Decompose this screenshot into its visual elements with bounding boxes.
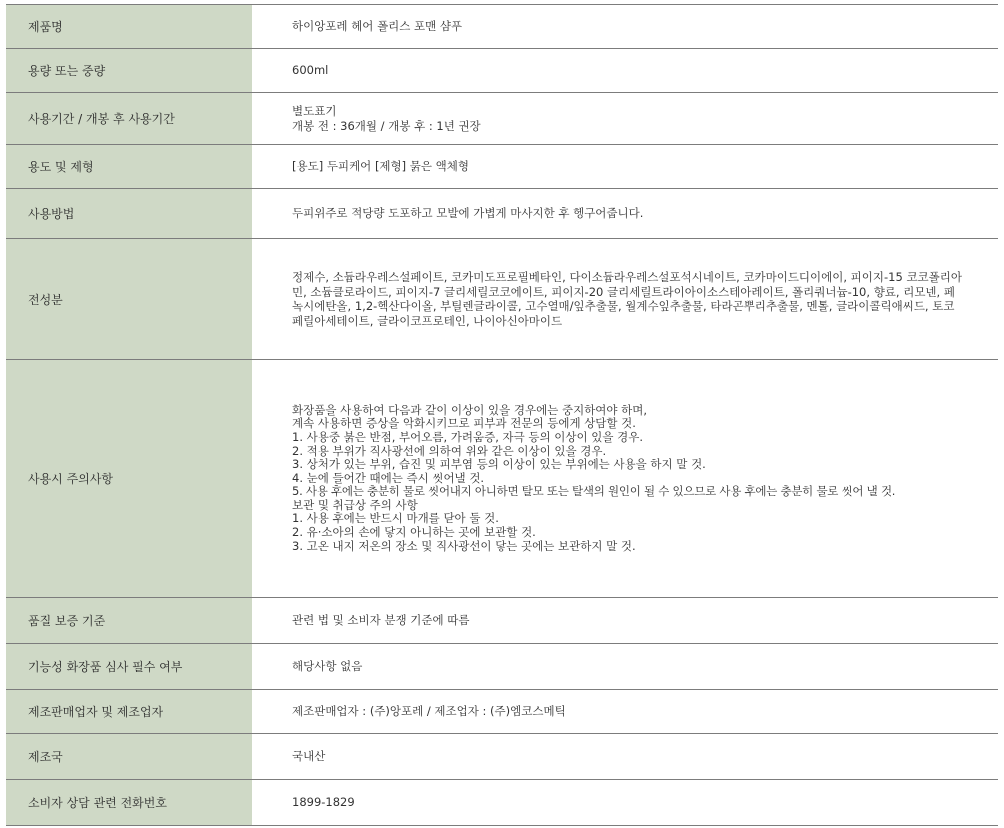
row-label: 용도 및 제형: [6, 145, 252, 189]
row-label: 제조국: [6, 734, 252, 780]
usage-period-line: 개봉 전 : 36개월 / 개봉 후 : 1년 권장: [292, 118, 481, 133]
row-label: 제조판매업자 및 제조업자: [6, 690, 252, 734]
row-label: 사용방법: [6, 189, 252, 239]
table-row: [6, 598, 998, 644]
table-row: [6, 780, 998, 826]
product-name-value: 하이앙포레 헤어 폴리스 포맨 샴푸: [252, 5, 998, 49]
table-row: [6, 5, 998, 49]
caution-value: [252, 360, 998, 598]
caution-line: 3. 고온 내지 저온의 장소 및 직사광선이 닿는 곳에는 보관하지 말 것.: [292, 538, 636, 553]
row-label: 기능성 화장품 심사 필수 여부: [6, 644, 252, 690]
volume-value: 600ml: [252, 49, 998, 93]
caution-line: 2. 적용 부위가 직사광선에 의하여 위와 같은 이상이 있을 경우.: [292, 443, 607, 458]
ingredients-value: 정제수, 소듐라우레스설페이트, 코카미도프로필베타인, 다이소듐라우레스설포석시네이트, 코카마이드디이에이, 피이지-15 코코폴리아민, 소듐클로라이드, 피이지-7 글리세릴코코에이트, 피이지-20 글리세릴트라이아이소스테아레이트, 폴리쿼너늄-10, 향료, 리모넨, 페녹시에탄올, 1,2-헥산다이올, 부틸렌글라이콜, 고수열매/잎추출물, 월계수잎추출물, 타라곤뿌리추출물, 멘톨, 글라이콜릭애씨드, 토코페릴아세테이트, 글라이코프로테인, 나이아신아마이드: [252, 239, 998, 360]
table-row: [6, 360, 998, 598]
usage-method-value: 두피위주로 적당량 도포하고 모발에 가볍게 마사지한 후 헹구어줍니다.: [252, 189, 998, 239]
caution-line: 1. 사용중 붉은 반점, 부어오름, 가려움증, 자극 등의 이상이 있을 경우.: [292, 429, 643, 444]
caution-line: 5. 사용 후에는 충분히 물로 씻어내지 아니하면 탈모 또는 탈색의 원인이 될 수 있으므로 사용 후에는 충분히 물로 씻어 낼 것.: [292, 484, 896, 499]
table-row: [6, 239, 998, 360]
country-value: 국내산: [252, 734, 998, 780]
caution-line: 보관 및 취급상 주의 사항: [292, 497, 418, 512]
product-info-table: [6, 4, 998, 826]
row-label: 품질 보증 기준: [6, 598, 252, 644]
caution-line: 4. 눈에 들어간 때에는 즉시 씻어낼 것.: [292, 470, 485, 485]
usage-period-value: [252, 93, 998, 145]
purpose-form-value: [용도] 두피케어 [제형] 묽은 액체형: [252, 145, 998, 189]
table-row: [6, 734, 998, 780]
usage-period-line: 별도표기: [292, 104, 337, 118]
table-row: [6, 49, 998, 93]
table-row: [6, 690, 998, 734]
quality-standard-value: 관련 법 및 소비자 분쟁 기준에 따름: [252, 598, 998, 644]
caution-line: 3. 상처가 있는 부위, 습진 및 피부염 등의 이상이 있는 부위에는 사용을 하지 말 것.: [292, 457, 706, 472]
table-row: [6, 644, 998, 690]
row-label: 제품명: [6, 5, 252, 49]
phone-value: 1899-1829: [252, 780, 998, 826]
table-row: [6, 145, 998, 189]
caution-line: 1. 사용 후에는 반드시 마개를 닫아 둘 것.: [292, 511, 499, 526]
caution-line: 화장품을 사용하여 다음과 같이 이상이 있을 경우에는 중지하여야 하며,: [292, 402, 648, 417]
product-info-table-wrapper: [6, 4, 998, 826]
caution-line: 계속 사용하면 증상을 악화시키므로 피부과 전문의 등에게 상담할 것.: [292, 416, 636, 431]
row-label: 소비자 상담 관련 전화번호: [6, 780, 252, 826]
row-label: 사용시 주의사항: [6, 360, 252, 598]
table-row: [6, 189, 998, 239]
row-label: 전성분: [6, 239, 252, 360]
manufacturer-value: 제조판매업자 : (주)앙포레 / 제조업자 : (주)엠코스메틱: [252, 690, 998, 734]
table-row: [6, 93, 998, 145]
row-label: 사용기간 / 개봉 후 사용기간: [6, 93, 252, 145]
row-label: 용량 또는 중량: [6, 49, 252, 93]
caution-line: 2. 유·소아의 손에 닿지 아니하는 곳에 보관할 것.: [292, 525, 536, 540]
functional-review-value: 해당사항 없음: [252, 644, 998, 690]
